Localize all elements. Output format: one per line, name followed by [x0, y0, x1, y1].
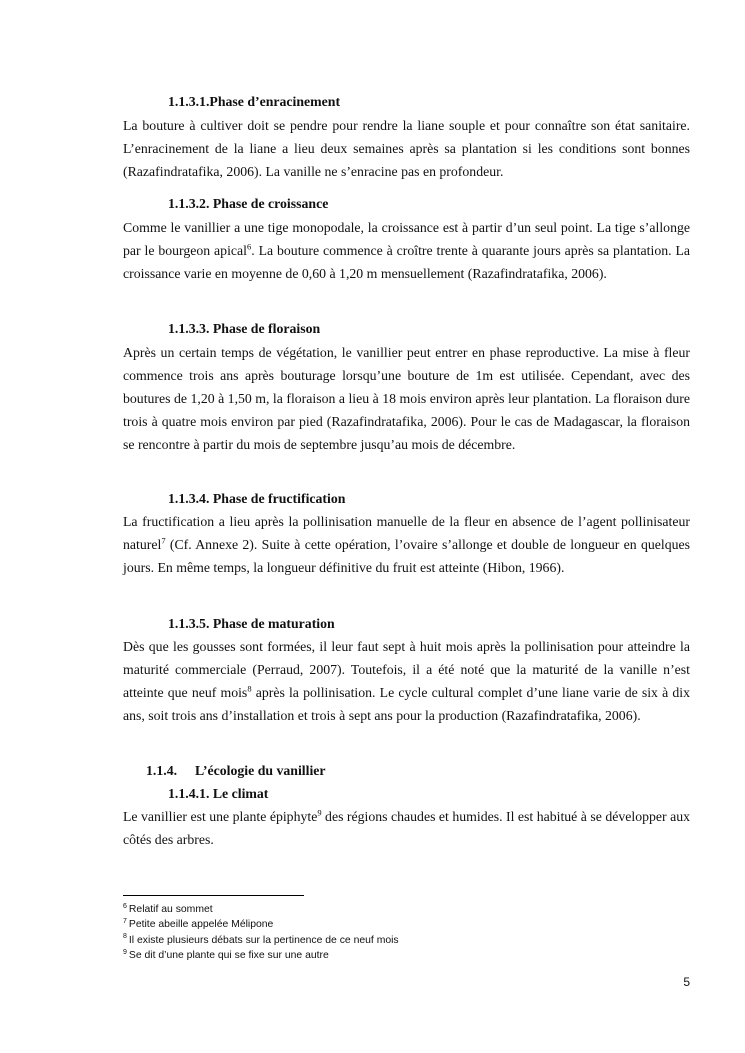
footnote: $^7$ Petite abeille appelée Mélipone	[123, 917, 274, 931]
paragraph-text: Le vanillier est une plante épiphyte	[123, 809, 318, 824]
section-paragraph	[123, 341, 690, 456]
paragraph-text: Comme le vanillier a une tige monopodale, la croissance est à partir d’un seul point. La tige s’allonge par le bourgeon apical	[123, 220, 690, 258]
section-heading: 1.1.3.3. Phase de floraison	[168, 321, 321, 336]
page-number: 5	[683, 975, 690, 989]
section-heading: 1.1.3.2. Phase de croissance	[168, 196, 329, 211]
footnote-separator	[123, 895, 304, 896]
paragraph-text: après la pollinisation. Le cycle cultural complet d’une liane varie de six à dix ans, soit trois ans d’installation et trois à sept ans pour la production (Razafindratafika, 2006).	[123, 685, 691, 723]
paragraph-text: La bouture à cultiver doit se pendre pour rendre la liane souple et pour connaître son état sanitaire. L’enracinement de la liane a lieu deux semaines après sa plantation si les conditions sont bonnes (Razafindratafika, 2006). La vanille ne s’enracine pas en profondeur.	[123, 118, 690, 179]
section-heading: 1.1.3.4. Phase de fructification	[168, 491, 346, 506]
footnote-ref: 8	[247, 683, 252, 694]
footnote-ref: 6	[247, 241, 252, 252]
section-paragraph	[123, 114, 690, 183]
footnote: $^9$ Se dit d’une plante qui se fixe sur une autre	[123, 948, 329, 962]
paragraph-text: des régions chaudes et humides. Il est habitué à se développer aux côtés des arbres.	[123, 809, 691, 847]
section-paragraph	[123, 805, 690, 851]
paragraph-text: . La bouture commence à croître trente à quarante jours après sa plantation. La croissance varie en moyenne de 0,60 à 1,20 m mensuellement (Razafindratafika, 2006).	[123, 243, 691, 281]
section-heading: 1.1.3.1.Phase d’enracinement	[168, 94, 341, 109]
section-paragraph	[123, 635, 690, 727]
section-paragraph	[123, 510, 690, 579]
footnote-ref: 9	[317, 807, 322, 818]
section-number: 1.1.4.	[146, 763, 178, 778]
paragraph-text: La fructification a lieu après la pollinisation manuelle de la fleur en absence de l’agent pollinisateur naturel	[123, 514, 690, 552]
paragraph-text: Dès que les gousses sont formées, il leur faut sept à huit mois après la pollinisation pour atteindre la maturité commerciale (Perraud, 2007). Toutefois, il a été noté que la maturité de la vanille n’est atteinte que neuf mois	[123, 639, 690, 700]
footnote-ref: 7	[161, 535, 166, 546]
section-heading: L’écologie du vanillier	[195, 763, 326, 778]
footnote: $^8$ Il existe plusieurs débats sur la pertinence de ce neuf mois	[123, 933, 399, 946]
footnote: $^6$ Relatif au sommet	[123, 902, 213, 915]
paragraph-text: (Cf. Annexe 2). Suite à cette opération, l’ovaire s’allonge et double de longueur en quelques jours. En même temps, la longueur définitive du fruit est atteinte (Hibon, 1966).	[123, 537, 690, 575]
paragraph-text: Après un certain temps de végétation, le vanillier peut entrer en phase reproductive. La mise à fleur commence trois ans après bouturage lorsqu’une bouture de 1m est utilisée. Cependant, avec des boutures de 1,20 à 1,50 m, la floraison a lieu à 18 mois environ après leur plantation. La floraison dure trois à quatre mois environ par pied (Razafindratafika, 2006). Pour le cas de Madagascar, la floraison se rencontre à partir du mois de septembre jusqu’au mois de décembre.	[123, 345, 690, 452]
section-heading: 1.1.3.5. Phase de maturation	[168, 616, 335, 631]
section-heading: 1.1.4.1. Le climat	[168, 786, 269, 801]
section-paragraph	[123, 216, 690, 285]
footnotes	[123, 902, 399, 964]
